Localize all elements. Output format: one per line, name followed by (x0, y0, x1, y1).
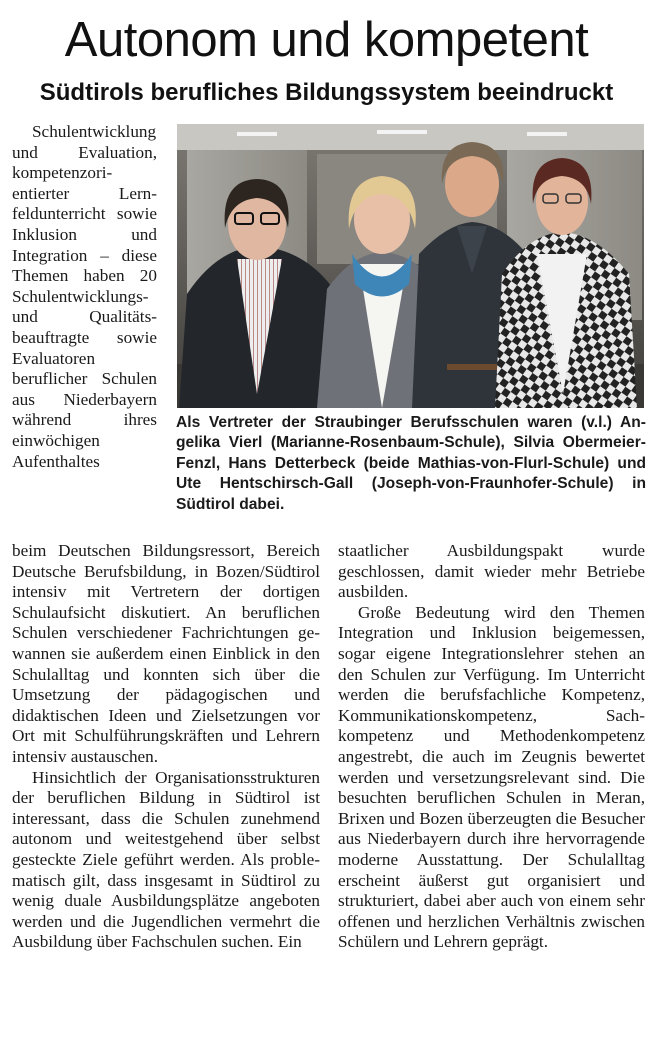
body-column-left (12, 541, 320, 953)
body-paragraph: Große Bedeutung wird den Themen Integration und Inklusion beigemessen, sogar eigene Integrationslehrer stehen an den Schulen zur Verfügung. Im Unterricht werden die berufsfachliche Kompetenz, Kommunikationskompetenz, Sachkompetenz und Methodenkompetenz angestrebt, die auch im Zeugnis bewertet werden und versetzungsrelevant sind. Die besuchten beruflichen Schulen in Meran, Brixen und Bozen überzeugten die Besucher aus Niederbayern durch ihre hervorragende moderne Ausstattung. Der Schulalltag erscheint äußerst gut organisiert und strukturiert, dabei aber auch von einem sehr offenen und herzlichen Verhältnis zwischen Schülern und Lehrern geprägt. (338, 602, 645, 952)
body-paragraph: staatlicher Ausbildungspakt wurde geschlossen, damit wieder mehr Betriebe ausbilden. (338, 541, 645, 602)
article-subheadline: Südtirols berufliches Bildungssystem beeindruckt (39, 79, 614, 106)
group-photo (177, 124, 644, 408)
group-photo-illustration (177, 124, 644, 408)
intro-paragraph: Schulentwicklung und Evaluation, kompetenzorientierter Lernfeldunterricht sowie Inklusion und Integration – diese Themen haben 20 Schulentwicklungs- und Qualitätsbeauftragte sowie Evaluatoren beruflicher Schulen aus Niederbayern während ihres einwöchigen Aufenthaltes (12, 122, 157, 471)
body-column-right (338, 541, 645, 953)
body-paragraph: beim Deutschen Bildungsressort, Bereich Deutsche Berufsbildung, in Bozen/Südtirol intensiv mit Vertretern der dortigen Schulaufsicht diskutiert. An beruflichen Schulen verschiedener Fachrichtungen gewannen sie außerdem einen Einblick in den Schulalltag und konnten sich über die Umsetzung der pädagogischen und didaktischen Ideen und Zielsetzungen vor Ort mit Schulführungskräften und Lehrern intensiv austauschen. (12, 541, 320, 766)
body-paragraph: Hinsichtlich der Organisationsstrukturen der beruflichen Bildung in Südtirol ist interessant, dass die Schulen zunehmend autonom und weitestgehend über selbst gesteckte Ziele geführt werden. Als problematisch gilt, dass insgesamt in Südtirol zu wenig duale Ausbildungsplätze angeboten werden und die Jugendlichen vermehrt die Ausbildung über Fachschulen suchen. Ein (12, 767, 320, 952)
photo-caption: Als Vertreter der Straubinger Berufsschulen waren (v.l.) Angelika Vierl (Marianne-Rosenbaum-Schule), Silvia Obermeier-Fenzl, Hans Detterbeck (beide Mathias-von-Flurl-Schule) und Ute Hentschirsch-Gall (Joseph-von-Fraunhofer-Schule) in Südtirol dabei. (176, 414, 646, 513)
article-headline: Autonom und kompetent (64, 13, 589, 67)
